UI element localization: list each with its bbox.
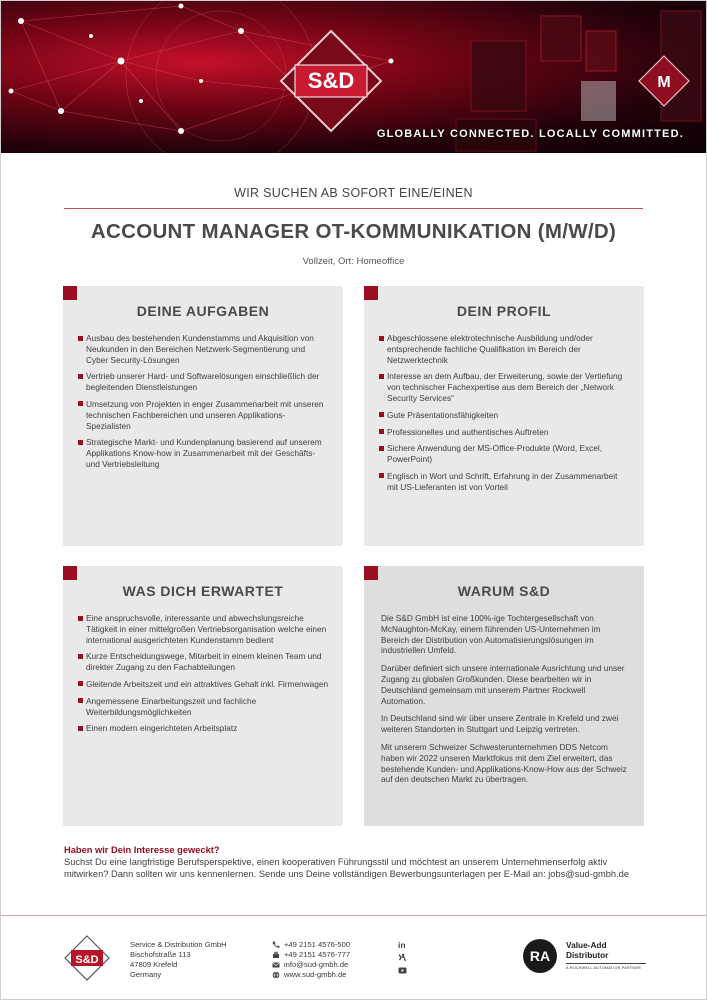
cta-body: Suchst Du eine langfristige Berufsperspektive, einen kooperativen Führungsstil und möchtest an unserem Unternehmenserfolg aktiv mitwirken? Dann sollten wir uns kennenlernen. Sende uns Deine vollständigen Bewerbungsunterlagen per E-Mail an: jobs@sud-gmbh.de <box>64 857 629 879</box>
section-heading: DEIN PROFIL <box>456 303 552 319</box>
list-item: Einen modern eingerichteten Arbeitsplatz <box>78 723 329 734</box>
header-logo-text: S&D <box>307 68 355 93</box>
list-item: Sichere Anwendung der MS-Office-Produkte (Word, Excel, PowerPoint) <box>379 443 630 465</box>
list-item: Gleitende Arbeitszeit und ein attraktives Gehalt inkl. Firmenwagen <box>78 679 329 690</box>
partner-line-2: Distributor <box>566 950 609 960</box>
paragraph: In Deutschland sind wir über unsere Zentrale in Krefeld und zwei weiteren Standorten in Stuttgart und Leipzig vertreten. <box>381 713 619 735</box>
section-aufgaben <box>63 286 343 546</box>
email-icon <box>272 961 280 969</box>
list-item: Kurze Entscheidungswege, Mitarbeit in einem kleinen Team und direkter Zugang zu den Fachabteilungen <box>78 651 329 673</box>
contact-details <box>272 940 350 980</box>
benefits-list <box>63 613 343 734</box>
title-divider <box>64 208 643 209</box>
section-profil <box>364 286 644 546</box>
section-heading: WARUM S&D <box>457 583 551 599</box>
footer-logo-text: S&D <box>75 954 99 966</box>
phone-number: +49 2151 4576-500 <box>284 940 351 949</box>
email-row[interactable] <box>272 960 350 970</box>
list-item: Strategische Markt- und Kundenplanung basierend auf unserem Applikations Know-how in Zusammenarbeit mit der Geschäfts- und Vertriebsleitung <box>78 437 329 469</box>
call-to-action <box>64 845 644 881</box>
svg-text:in: in <box>398 940 406 949</box>
profile-list <box>364 333 644 493</box>
header-banner <box>1 1 706 153</box>
rockwell-ra-icon <box>522 938 558 974</box>
list-item: Vertrieb unserer Hard- und Softwarelösungen einschließlich der begleitenden Dienstleistungen <box>78 371 329 393</box>
svg-text:M: M <box>657 74 671 91</box>
globe-icon <box>272 971 280 979</box>
partner-badge <box>566 940 646 970</box>
section-warum <box>364 566 644 826</box>
job-title: ACCOUNT MANAGER OT-KOMMUNIKATION (M/W/D) <box>90 220 617 243</box>
paragraph: Darüber definiert sich unsere internationale Ausrichtung und unser Zugang zu globalen Großkunden. Diese bearbeiten wir in Deutschland gemeinsam mit unserem Partner Rockwell Automation. <box>381 663 625 706</box>
social-links <box>398 940 410 979</box>
list-item: Englisch in Wort und Schrift, Erfahrung in der Zusammenarbeit mit US-Lieferanten ist von Vorteil <box>379 471 630 493</box>
fax-row <box>272 950 350 960</box>
header-tagline: GLOBALLY CONNECTED. LOCALLY COMMITTED. <box>376 128 684 140</box>
list-item: Abgeschlossene elektrotechnische Ausbildung und/oder entsprechende fachliche Qualifikation im Bereich der Netzwerktechnik <box>379 333 630 365</box>
street: Bischofstraße 113 <box>130 950 191 959</box>
section-heading: DEINE AUFGABEN <box>136 303 270 319</box>
task-list <box>63 333 343 470</box>
company-name: Service & Distribution GmbH <box>130 940 227 949</box>
company-address <box>130 940 227 980</box>
header-logo <box>281 31 381 131</box>
ra-badge-text: RA <box>529 948 551 964</box>
xing-icon[interactable] <box>398 953 407 962</box>
country: Germany <box>130 970 162 979</box>
partner-line-3: A ROCKWELL AUTOMATION PARTNER <box>566 966 641 970</box>
list-item: Eine anspruchsvolle, interessante und abwechslungsreiche Tätigkeit in einer mittelgroßen Vertriebsorganisation welche einen international ausgerichteten Kundenstamm bedient <box>78 613 329 645</box>
fax-number: +49 2151 4576-777 <box>284 950 351 959</box>
city: 47809 Krefeld <box>130 960 178 969</box>
job-meta: Vollzeit, Ort: Homeoffice <box>302 256 405 267</box>
phone-icon <box>272 941 280 949</box>
list-item: Angemessene Einarbeitungszeit und fachliche Weiterbildungsmöglichkeiten <box>78 696 329 718</box>
web-row[interactable] <box>272 970 350 980</box>
corner-marker <box>364 566 378 580</box>
section-erwartet <box>63 566 343 826</box>
corner-marker <box>63 286 77 300</box>
email-address: info@sud-gmbh.de <box>284 960 349 969</box>
partner-divider <box>566 963 646 964</box>
phone-row[interactable] <box>272 940 350 950</box>
list-item: Gute Präsentationsfähigkeiten <box>379 410 630 421</box>
section-heading: WAS DICH ERWARTET <box>122 583 284 599</box>
list-item: Ausbau des bestehenden Kundenstamms und Akquisition von Neukunden in den Bereichen Netzwerk-Segmentierung und Cyber Security-Lösungen <box>78 333 329 365</box>
paragraph: Die S&D GmbH ist eine 100%-ige Tochtergesellschaft von McNaughton-McKay, einem führenden US-Unternehmen im Bereich der Distribution von Automatisierungslösungen im industriellen Umfeld. <box>381 613 601 656</box>
website: www.sud-gmbh.de <box>284 970 347 979</box>
cta-heading: Haben wir Dein Interesse geweckt? <box>64 845 220 855</box>
list-item: Umsetzung von Projekten in enger Zusammenarbeit mit unseren technischen Fachbereichen und unseren Applikations-Spezialisten <box>78 399 329 431</box>
paragraph: Mit unserem Schweizer Schwesterunternehmen DDS Netcom haben wir 2022 unseren Marktfokus mit dem Ziel erweitert, das bestehende Kunden- und Applikations-Know-How aus der Schweiz auf den deutschen Markt zu übertragen. <box>381 741 627 785</box>
corner-marker <box>364 286 378 300</box>
footer-logo <box>64 935 110 981</box>
fax-icon <box>272 951 280 959</box>
intro-subtitle: WIR SUCHEN AB SOFORT EINE/EINEN <box>234 186 473 200</box>
footer-divider <box>1 915 706 916</box>
partner-line-1: Value-Add <box>566 940 607 950</box>
corner-marker <box>63 566 77 580</box>
youtube-icon[interactable] <box>398 966 407 975</box>
linkedin-icon[interactable] <box>398 940 407 949</box>
list-item: Interesse an dem Aufbau, der Erweiterung, sowie der Vertiefung von technischer Fachexpertise aus dem Bereich der „Network Security Services“ <box>379 371 630 403</box>
list-item: Professionelles und authentisches Auftreten <box>379 427 630 438</box>
